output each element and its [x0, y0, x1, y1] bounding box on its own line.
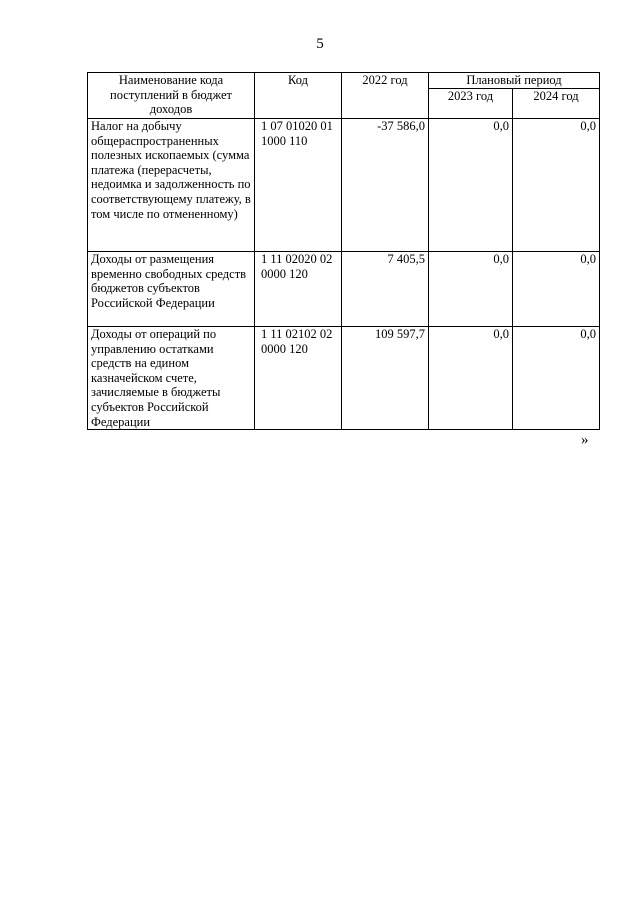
row-value-2023: 0,0 — [429, 252, 513, 327]
row-name: Доходы от размещения временно свободных средств бюджетов субъектов Российской Федерации — [88, 252, 255, 327]
row-value-2022: -37 586,0 — [342, 119, 429, 252]
table-row — [88, 119, 600, 252]
header-name: Наименование кода поступлений в бюджет доходов — [88, 73, 255, 119]
table-header-row — [88, 73, 600, 89]
table-row — [88, 252, 600, 327]
row-value-2024: 0,0 — [513, 119, 600, 252]
row-value-2022: 7 405,5 — [342, 252, 429, 327]
closing-quote-mark: » — [581, 432, 589, 448]
header-code: Код — [255, 73, 342, 119]
row-code: 1 07 01020 01 1000 110 — [255, 119, 342, 252]
table-row — [88, 327, 600, 430]
row-value-2024: 0,0 — [513, 327, 600, 430]
row-value-2023: 0,0 — [429, 327, 513, 430]
header-planning-period: Плановый период — [429, 73, 600, 89]
page-number: 5 — [316, 36, 324, 52]
row-value-2023: 0,0 — [429, 119, 513, 252]
row-name: Налог на добычу общераспространенных полезных ископаемых (сумма платежа (перерасчеты, недоимка и задолженность по соответствующему платежу, в том числе по отмененному) — [88, 119, 255, 252]
row-name: Доходы от операций по управлению остатками средств на едином казначейском счете, зачисляемые в бюджеты субъектов Российской Федерации — [88, 327, 255, 430]
header-year-2023: 2023 год — [429, 89, 513, 119]
header-year-2022: 2022 год — [342, 73, 429, 119]
row-code: 1 11 02020 02 0000 120 — [255, 252, 342, 327]
revenue-table — [87, 72, 600, 430]
row-value-2024: 0,0 — [513, 252, 600, 327]
row-code: 1 11 02102 02 0000 120 — [255, 327, 342, 430]
header-year-2024: 2024 год — [513, 89, 600, 119]
row-value-2022: 109 597,7 — [342, 327, 429, 430]
